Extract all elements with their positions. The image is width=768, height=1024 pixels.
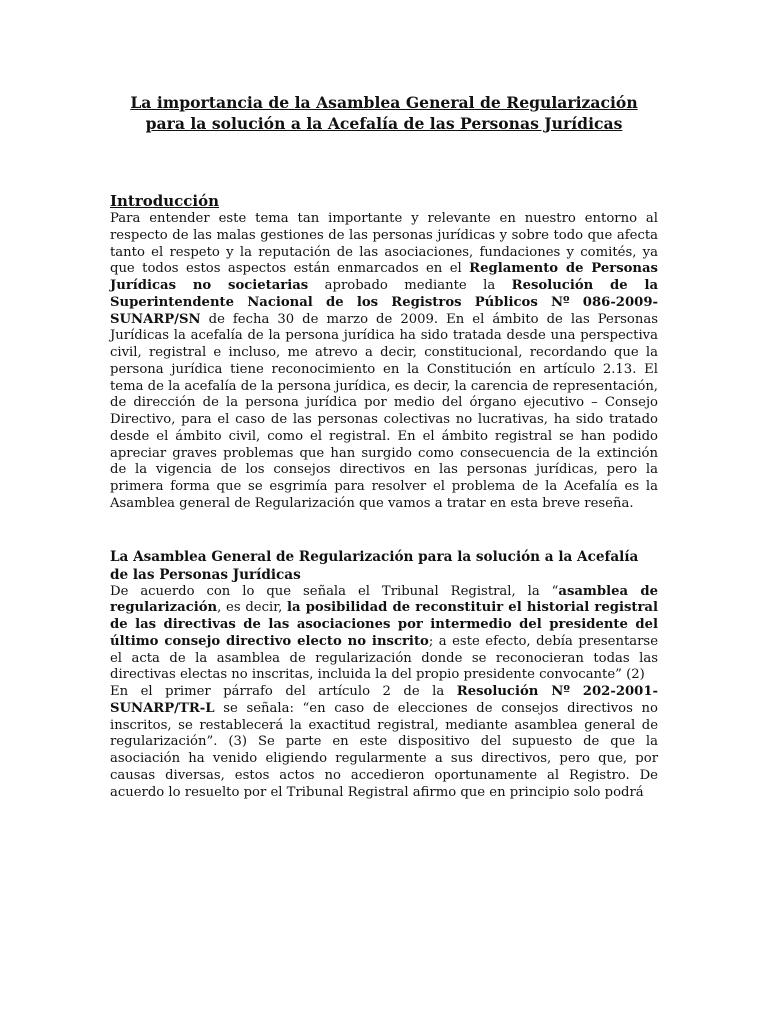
resolution-paragraph — [110, 684, 658, 801]
introduction-paragraph — [110, 211, 658, 513]
tribunal-text-2: , es decir, — [217, 600, 287, 616]
tribunal-bold-asamblea: asamblea de regularización — [110, 583, 658, 616]
document-title-line-2: para la solución a la Acefalía de las Personas Jurídicas — [145, 114, 623, 133]
resolution-text-1: En el primer párrafo del artículo 2 de la — [110, 684, 457, 699]
intro-bold-regulation: Reglamento de Personas Jurídicas no societarias — [110, 261, 658, 293]
resolution-bold-number: Resolución Nº 202-2001-SUNARP/TR-L — [110, 684, 658, 716]
intro-bold-resolution: Resolución de la Superintendente Nacional de los Registros Públicos Nº 086-2009-SUNARP/SN — [110, 278, 658, 327]
document-title — [110, 92, 658, 134]
asamblea-section-heading: La Asamblea General de Regularización para la solución a la Acefalía de las Personas Jurídicas — [110, 548, 639, 583]
introduction-heading: Introducción — [110, 192, 220, 210]
intro-text-3: de fecha 30 de marzo de 2009. En el ámbito de las Personas Jurídicas la acefalía de la persona jurídica ha sido tratada desde una perspectiva civil, registral e incluso, me atrevo a decir, constitucional, recordando que la persona jurídica tiene reconocimiento en la Constitución en artículo 2.13. El tema de la acefalía de la persona jurídica, es decir, la carencia de representación, de dirección de la persona jurídica por medio del órgano ejecutivo – Consejo Directivo, para el caso de las personas colectivas no lucrativas, ha sido tratado desde el ámbito civil, como el registral. En el ámbito registral se han podido apreciar graves problemas que han surgido como consecuencia de la extinción de la vigencia de los consejos directivos en las personas jurídicas, pero la primera forma que se esgrimía para resolver el problema de la Acefalía es la Asamblea general de Regularización que vamos a tratar en esta breve reseña. — [110, 311, 658, 511]
tribunal-paragraph — [110, 584, 658, 685]
tribunal-bold-posibilidad: la posibilidad de reconstituir el historial registral de las directivas de las asociaciones por intermedio del presidente del último consejo directivo electo no inscrito — [110, 600, 658, 649]
tribunal-text-3: ; a este efecto, debía presentarse el acta de la asamblea de regularización donde se reconocieran todas las directivas electas no inscritas, incluida la del propio presidente convocante” (2) — [110, 633, 658, 683]
tribunal-text-1: De acuerdo con lo que señala el Tribunal Registral, la “ — [110, 583, 559, 599]
document-title-line-1: La importancia de la Asamblea General de Regularización — [130, 93, 638, 112]
intro-text-2: aprobado mediante la — [308, 278, 512, 293]
document-page — [110, 92, 658, 801]
resolution-text-2: se señala: “en caso de elecciones de consejos directivos no inscritos, se restablecerá la exactitud registral, mediante asamblea general de regularización”. (3) Se parte en este dispositivo del supuesto de que la asociación ha venido eligiendo regularmente a sus directivos, pero que, por causas diversas, estos actos no accedieron oportunamente al Registro. De acuerdo lo resuelto por el Tribunal Registral afirmo que en principio solo podrá — [110, 700, 658, 800]
intro-text-1: Para entender este tema tan importante y relevante en nuestro entorno al respecto de las malas gestiones de las personas jurídicas y sobre todo que afecta tanto el respeto y la reputación de las asociaciones, fundaciones y comités, ya que todos estos aspectos están enmarcados en el — [110, 211, 658, 277]
